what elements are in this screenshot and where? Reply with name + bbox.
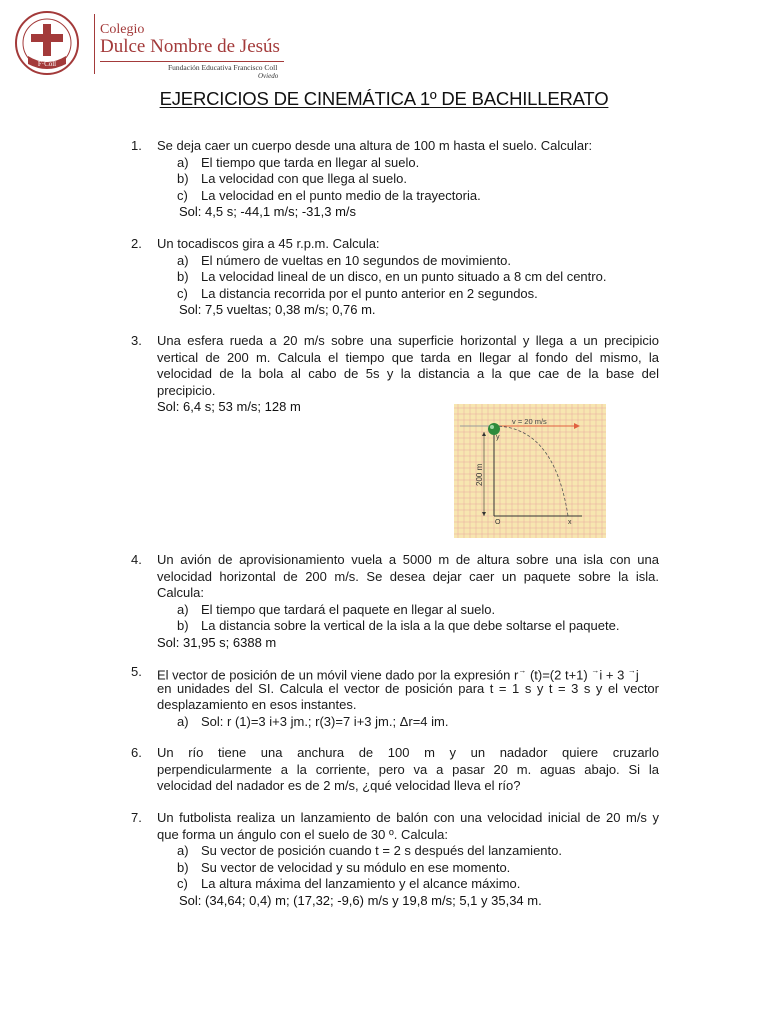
- school-seal-logo: [14, 10, 80, 76]
- x-label: x: [568, 519, 572, 526]
- exercise-number: 6.: [131, 745, 142, 760]
- city-name: Oviedo: [258, 72, 279, 80]
- exercise-text: perpendicularmente a la corriente, pero va a pasar 20 m. aguas abajo. Si la: [157, 761, 659, 777]
- exercise-text: Un avión de aprovisionamiento vuela a 5000 m de altura sobre una isla con una: [157, 552, 659, 567]
- y-label: y: [496, 434, 500, 441]
- school-name: Dulce Nombre de Jesús: [100, 36, 280, 57]
- exercise-text: Calcula:: [157, 585, 204, 600]
- list-item: a) El tiempo que tardará el paquete en llegar al suelo.: [177, 601, 496, 617]
- school-header: [14, 10, 294, 78]
- page-title: EJERCICIOS DE CINEMÁTICA 1º DE BACHILLERATO: [159, 88, 609, 109]
- list-item: b) Su vector de velocidad y su módulo en ese momento.: [177, 859, 511, 875]
- exercise-text: velocidad del nadador es de 2 m/s, ¿qué velocidad lleva el río?: [157, 778, 521, 793]
- list-item: b) La velocidad con que llega al suelo.: [177, 171, 407, 186]
- exercise-text: desplazamiento en esos instantes.: [157, 697, 357, 712]
- exercise-number: 3.: [131, 333, 142, 348]
- solution: Sol: 4,5 s; -44,1 m/s; -31,3 m/s: [179, 204, 357, 219]
- exercise-text: Un río tiene una anchura de 100 m y un nadador quiere cruzarlo: [157, 745, 659, 760]
- school-prefix: Colegio: [100, 22, 145, 37]
- list-item: b) La velocidad lineal de un disco, en un punto situado a 8 cm del centro.: [177, 269, 607, 284]
- header-rule: [100, 61, 284, 62]
- origin-label: O: [495, 519, 501, 526]
- list-item: c) La altura máxima del lanzamiento y el alcance máximo.: [177, 876, 521, 891]
- exercise-number: 1.: [131, 138, 142, 153]
- solution: Sol: (34,64; 0,4) m; (17,32; -9,6) m/s y 19,8 m/s; 5,1 y 35,34 m.: [179, 892, 542, 908]
- height-label: 200 m: [475, 463, 484, 486]
- list-item: a) Sol: r (1)=3 i+3 jm.; r(3)=7 i+3 jm.; Δr=4 im.: [177, 713, 449, 729]
- velocity-label: v = 20 m/s: [512, 417, 547, 426]
- exercise-text: Una esfera rueda a 20 m/s sobre una superficie horizontal y llega a un precipicio: [157, 333, 659, 348]
- exercise-text: Un tocadiscos gira a 45 r.p.m. Calcula:: [157, 236, 380, 251]
- exercise-text: precipicio.: [157, 382, 216, 398]
- solution: Sol: 31,95 s; 6388 m: [157, 634, 277, 650]
- solution: Sol: 6,4 s; 53 m/s; 128 m: [157, 399, 301, 414]
- exercise-text: que forma un ángulo con el suelo de 30 º. Calcula:: [157, 826, 448, 842]
- svg-text:F·Coll: F·Coll: [37, 60, 57, 68]
- precipice-diagram: [454, 404, 606, 538]
- header-divider: [94, 14, 95, 74]
- list-item: a) El número de vueltas en 10 segundos de movimiento.: [177, 252, 512, 268]
- exercise-number: 7.: [131, 810, 142, 825]
- exercise-number: 2.: [131, 236, 142, 251]
- list-item: b) La distancia sobre la vertical de la isla a la que debe soltarse el paquete.: [177, 618, 620, 633]
- exercise-text: vertical de 200 m. Calcula el tiempo que tarda en llegar al fondo del mismo, la: [157, 349, 659, 365]
- exercise-text: Se deja caer un cuerpo desde una altura de 100 m hasta el suelo. Calcular:: [157, 138, 593, 153]
- list-item: c) La velocidad en el punto medio de la trayectoria.: [177, 187, 481, 203]
- foundation-name: Fundación Educativa Francisco Coll: [168, 63, 278, 72]
- exercise-number: 5.: [131, 664, 142, 679]
- exercise-text: El vector de posición de un móvil viene dado por la expresión r→ (t)=(2 t+1) →i + 3 →j: [157, 666, 639, 683]
- list-item: a) El tiempo que tarda en llegar al suelo.: [177, 154, 420, 170]
- exercise-number: 4.: [131, 552, 142, 567]
- list-item: a) Su vector de posición cuando t = 2 s después del lanzamiento.: [177, 843, 562, 858]
- exercise-text: Un futbolista realiza un lanzamiento de balón con una velocidad inicial de 20 m/s y: [157, 810, 659, 825]
- solution: Sol: 7,5 vueltas; 0,38 m/s; 0,76 m.: [179, 302, 376, 317]
- list-item: c) La distancia recorrida por el punto anterior en 2 segundos.: [177, 285, 538, 301]
- exercise-text: en unidades del SI. Calcula el vector de posición para t = 1 s y t = 3 s y el vector: [157, 680, 659, 696]
- exercise-text: velocidad de la bola al cabo de 5s y la distancia a la que cae de la base del: [157, 366, 659, 381]
- exercise-text: velocidad horizontal de 200 m/s. Se desea dejar caer un paquete sobre la isla.: [157, 568, 659, 584]
